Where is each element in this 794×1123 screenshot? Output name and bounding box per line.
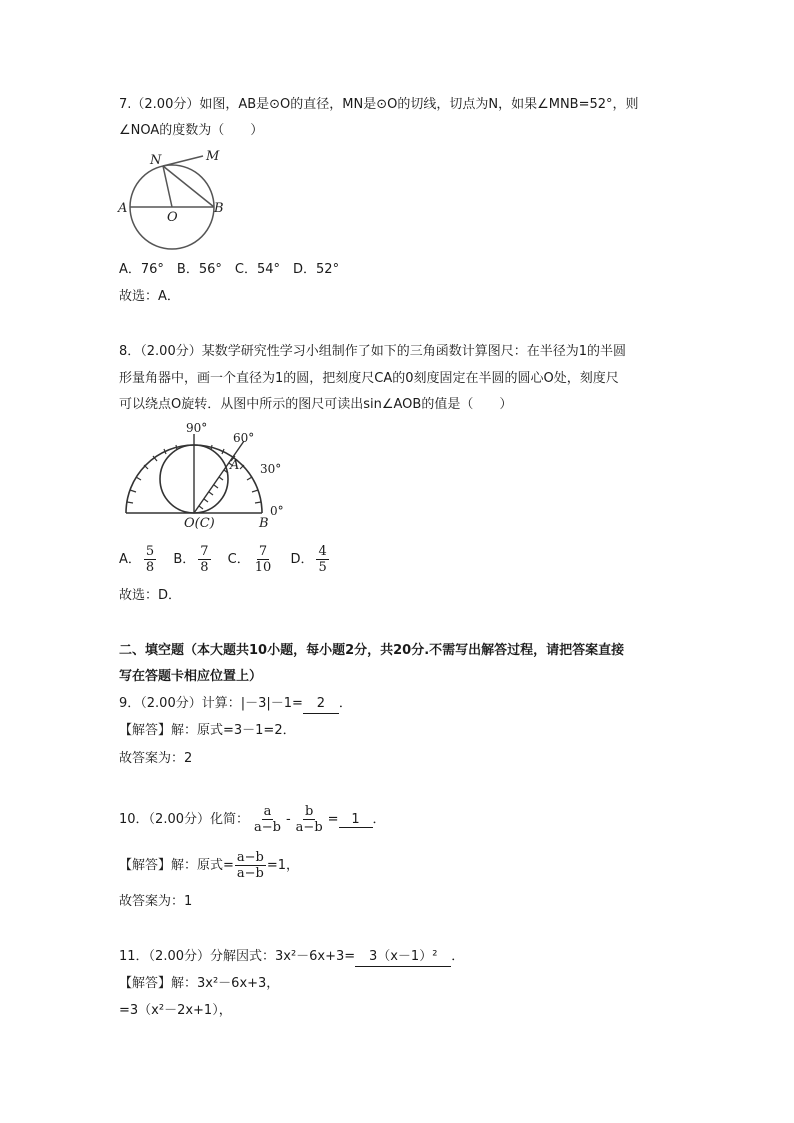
section2-heading-line2: 写在答题卡相应位置上）: [119, 669, 263, 684]
q11-stem: 11．（2.00分）分解因式：3x²－6x+3= 3（x－1）² ．: [119, 948, 464, 967]
q9-stem: 9．（2.00分）计算：|－3|－1= 2 ．: [119, 695, 352, 714]
q8-stem-line2: 形量角器中，画一个直径为1的圆，把刻度尺CA的0刻度固定在半圆的圆心O处，刻度尺: [119, 371, 619, 386]
q8-option-c: C． $\frac{7}{10}$: [227, 544, 272, 575]
q8-option-b: B． $\frac{7}{8}$: [173, 544, 209, 575]
q8-label-60deg: 60°: [233, 431, 255, 445]
q10-answer: 故答案为：1: [119, 894, 193, 909]
q7-circle-figure: [115, 148, 230, 253]
q8-protractor-figure: [120, 420, 300, 532]
q7-tangent-nm: [163, 156, 203, 166]
q8-stem-line3: 可以绕点O旋转．从图中所示的图尺可读出sin∠AOB的值是（ ）: [119, 397, 513, 412]
q8-label-b: B: [259, 516, 269, 531]
q8-label-a: A: [230, 458, 240, 473]
q8-label-oc: O(C): [184, 516, 215, 531]
q9-answer-blank: 2: [303, 695, 339, 714]
q7-answer: 故选：A．: [119, 289, 180, 304]
q7-label-b: B: [214, 201, 224, 216]
q8-option-a: A． $\frac{5}{8}$: [119, 544, 155, 575]
q10-answer-blank: 1: [339, 812, 373, 828]
q7-label-a: A: [118, 201, 128, 216]
q7-label-o: O: [167, 210, 178, 225]
q10-stem: 10．（2.00分）化简： $\frac{a}{a-b}$ - $\frac{b}{a-b}$ = 1 ．: [119, 804, 386, 835]
q7-stem-line2: ∠NOA的度数为（ ）: [119, 123, 264, 138]
q8-label-30deg: 30°: [260, 462, 282, 476]
q9-solution: 【解答】解：原式=3－1=2．: [119, 723, 296, 738]
q8-stem-line1: 8．（2.00分）某数学研究性学习小组制作了如下的三角函数计算图尺：在半径为1的半圆: [119, 344, 626, 359]
q8-option-d: D． $\frac{4}{5}$: [290, 544, 327, 575]
q7-label-n: N: [150, 153, 162, 168]
q7-label-m: M: [206, 149, 220, 164]
q11-solution-line2: =3（x²－2x+1），: [119, 1003, 232, 1018]
q11-solution-line1: 【解答】解：3x²－6x+3，: [119, 976, 280, 991]
q8-options: [119, 544, 332, 575]
q8-label-90deg: 90°: [186, 421, 208, 435]
q10-solution: 【解答】解：原式= $\frac{a-b}{a-b}$ =1，: [119, 850, 300, 881]
q9-answer: 故答案为：2: [119, 751, 193, 766]
q8-label-0deg: 0°: [270, 504, 284, 518]
q7-stem-line1: 7.（2.00分）如图，AB是⊙O的直径，MN是⊙O的切线，切点为N，如果∠MNB=52°，则: [119, 97, 639, 112]
q8-answer: 故选：D．: [119, 588, 182, 603]
section2-heading-line1: 二、填空题（本大题共10小题，每小题2分，共20分.不需写出解答过程，请把答案直接: [119, 643, 625, 658]
q11-answer-blank: 3（x－1）²: [355, 948, 451, 967]
q7-options: A．76° B．56° C．54° D．52°: [119, 262, 340, 277]
